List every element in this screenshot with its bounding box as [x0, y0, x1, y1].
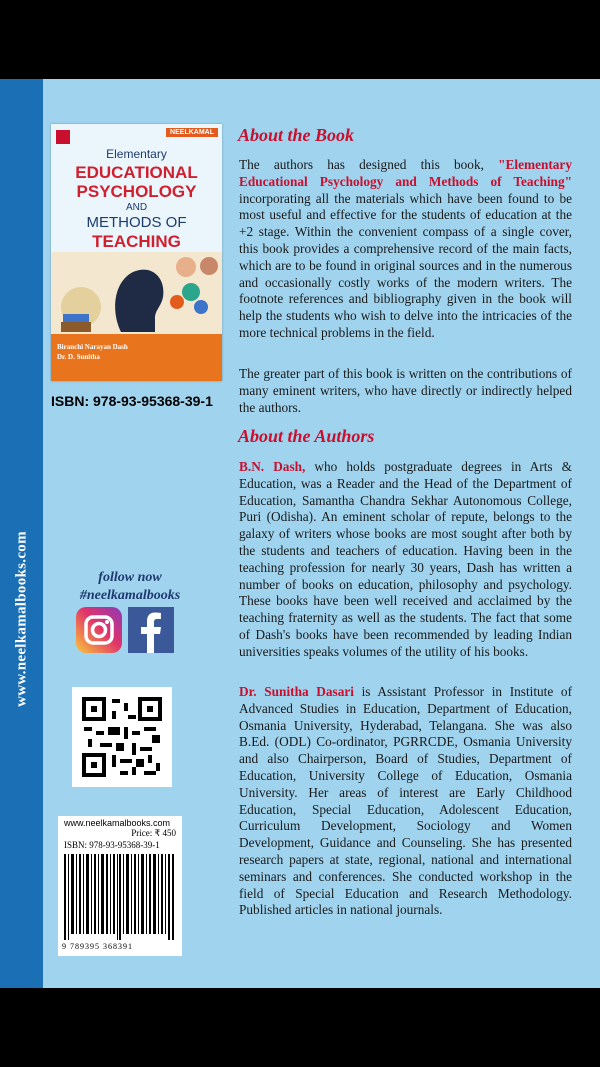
barcode-price: Price: ₹ 450 [131, 828, 176, 838]
qr-code[interactable] [72, 687, 172, 787]
barcode-url: www.neelkamalbooks.com [64, 818, 171, 828]
book-spine [0, 79, 43, 988]
book-title-quote: "Elementary Educational Psychology and Methods of Teaching" [239, 157, 572, 189]
about-book-paragraph-2: The greater part of this book is written on the contributions of many eminent writers, who have directly or indirectly helped the authors. [239, 366, 572, 415]
author-1-text: who holds postgraduate degrees in Arts & Education, was a Reader and the Head of the Department of Education, Samantha Chandra Sekhar Autonomous College, Puri (Odisha). An eminent scholar of repute, belongs to the galaxy of writers whose books are most sought after both by the students and teachers of education. Having been in the teaching profession for nearly 30 years, Dash has written a number of books on education, philosophy and psychology. These books have been well received and acclaimed by the teaching fraternity as well as the students. The fact that some of Dash's books have been recommended by leading Indian universities speaks volumes of the utility of his books. [239, 459, 572, 659]
publisher-logo-icon [56, 130, 70, 144]
thumb-authors [57, 343, 128, 363]
author-2-bio [239, 684, 572, 919]
barcode-panel [58, 816, 182, 956]
qr-code-icon [72, 687, 172, 787]
spine-website: www.neelkamalbooks.com [13, 531, 30, 707]
author-2-text: is Assistant Professor in Institute of Advanced Studies in Education, Department of Education, Osmania University, Hyderabad, Telangana. She was also B.Ed. (ODL) Co-ordinator, PGRRCDE, Osmania University and also Chairperson, Board of Studies, Department of Education, University College of Education, Osmania University. Her areas of interest are Early Childhood Education, Special Education, Adolescent Education, Curriculum Development, Sociology and Women Development, Guidance and Counseling. She has presented research papers at state, regional, national and international seminars and conferences. She conducted workshop in the field of Special Education and Research Methodology. Published articles in national journals. [239, 684, 572, 918]
thumb-title-4: AND [125, 202, 148, 213]
about-book-paragraph-1 [239, 157, 572, 342]
thumb-author-1: Biranchi Narayan Dash [57, 343, 128, 351]
publisher-brand: NEELKAMAL [166, 128, 218, 137]
thumb-author-2: Dr. D. Sunitha [57, 352, 100, 361]
about-authors-heading: About the Authors [238, 426, 375, 446]
isbn-label: ISBN: 978-93-95368-39-1 [51, 393, 213, 409]
book-back-cover [0, 79, 600, 988]
instagram-icon[interactable] [76, 607, 122, 653]
facebook-icon[interactable] [128, 607, 174, 653]
barcode-isbn: ISBN: 978-93-95368-39-1 [64, 840, 160, 850]
p1-intro: The authors has designed this book, [239, 157, 499, 172]
facebook-glyph-icon [128, 607, 174, 653]
barcode-digits: 9 789395 368391 [62, 942, 133, 951]
follow-text: follow now [98, 570, 162, 585]
follow-block [60, 569, 200, 605]
thumb-title-1: Elementary [106, 147, 167, 161]
cover-illustration [51, 252, 222, 337]
thumb-title-3: PSYCHOLOGY [76, 182, 197, 201]
cover-thumbnail [51, 124, 222, 381]
thumb-title-5: METHODS OF [86, 214, 187, 231]
p1-body: incorporating all the materials which have been found to be most useful and effective for the students of education at the +2 stage. Within the convenient compass of a single cover, this book provides a comprehensive record of the main facts, which are to be found in original sources and in the numerous and occasionally costly works of the modern writers. The footnote references and bibliography given in the book will help the students who wish to delve into the intricacies of the more technical problems in the field. [239, 190, 572, 340]
author-1-bio [239, 459, 572, 661]
about-book-heading: About the Book [238, 125, 355, 145]
instagram-glyph-icon [76, 607, 122, 653]
barcode-icon [64, 854, 176, 940]
author-2-name: Dr. Sunitha Dasari [239, 684, 354, 699]
thumb-title-2: EDUCATIONAL [75, 163, 198, 182]
author-1-name: B.N. Dash, [239, 459, 306, 474]
follow-hashtag: #neelkamalbooks [79, 588, 181, 603]
thumb-title-6: TEACHING [92, 232, 181, 251]
